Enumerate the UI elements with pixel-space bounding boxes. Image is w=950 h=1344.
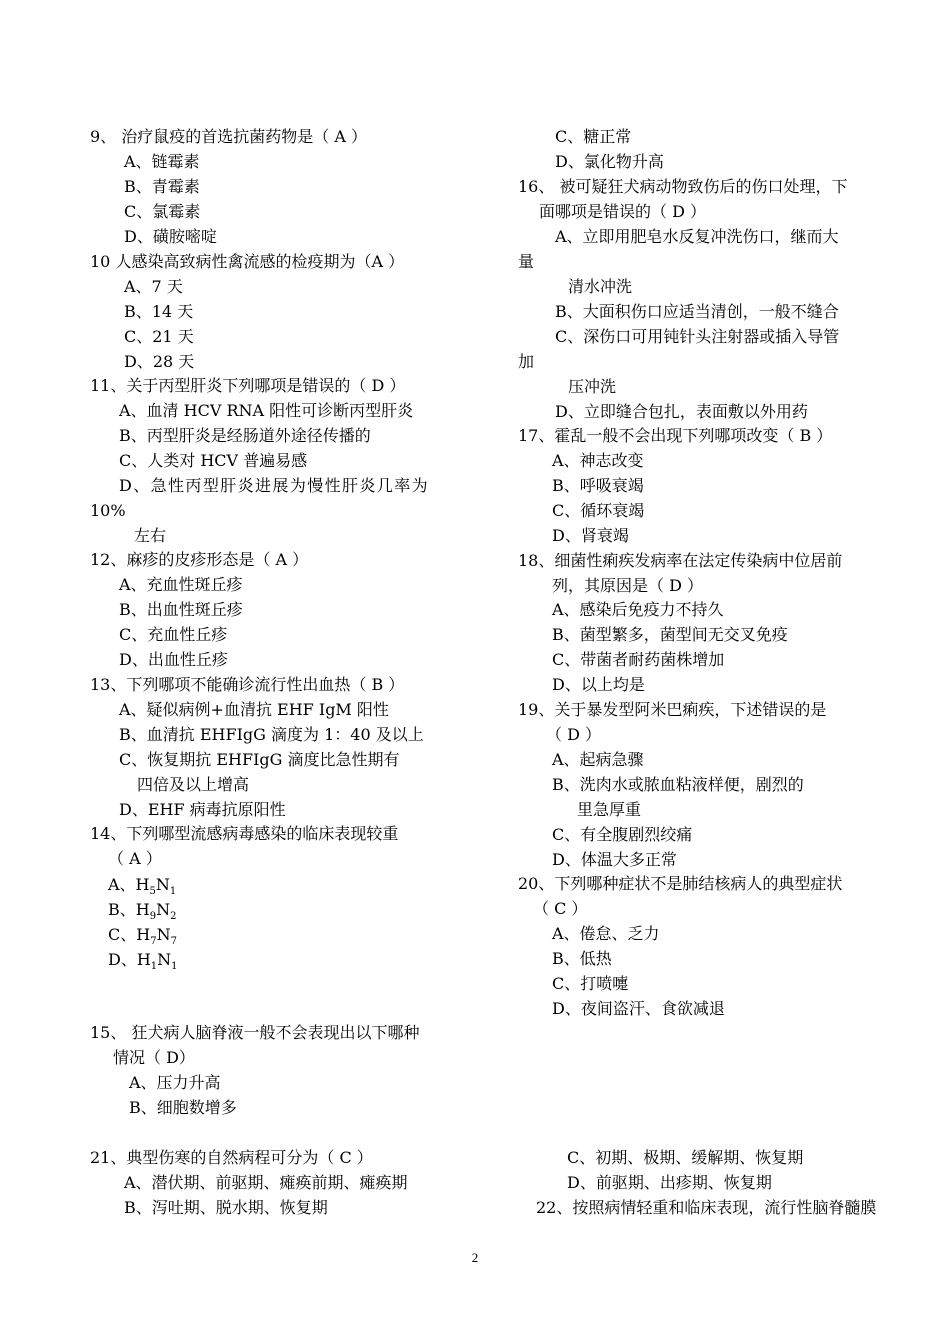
option: C、初期、极期、缓解期、恢复期 [567, 1148, 804, 1167]
option: D、以上均是 [552, 675, 645, 694]
option: C、糖正常 [555, 127, 632, 146]
question-21: 21、典型伤寒的自然病程可分为（ C ） [90, 1148, 373, 1167]
option: D、急性丙型肝炎进展为慢性肝炎几率为 [119, 476, 430, 495]
option: A、倦怠、乏力 [552, 924, 660, 943]
option: D、出血性丘疹 [119, 650, 228, 669]
option: C、人类对 HCV 普遍易感 [119, 451, 308, 470]
option: A、$H_5N_1$ [108, 875, 177, 898]
option: A、压力升高 [129, 1073, 221, 1092]
question-15: 15、 狂犬病人脑脊液一般不会表现出以下哪种 [90, 1023, 420, 1042]
option: C、循环衰竭 [552, 501, 645, 520]
question-16: 16、 被可疑狂犬病动物致伤后的伤口处理，下 [518, 177, 848, 196]
option: C、带菌者耐药菌株增加 [552, 650, 725, 669]
option: A、立即用肥皂水反复冲洗伤口，继而大 [555, 227, 839, 246]
option: B、14 天 [124, 302, 194, 321]
question-11: 11、关于丙型肝炎下列哪项是错误的（ D ） [90, 376, 406, 395]
option: B、洗肉水或脓血粘液样便，剧烈的 [552, 775, 804, 794]
option: B、$H_9N_2$ [108, 900, 177, 923]
option-continuation: 压冲洗 [568, 377, 617, 396]
option: C、21 天 [124, 327, 194, 346]
option: A、链霉素 [124, 152, 200, 171]
option: B、丙型肝炎是经肠道外途径传播的 [119, 426, 371, 445]
option: B、细胞数增多 [129, 1098, 237, 1117]
question-22: 22、按照病情轻重和临床表现，流行性脑脊髓膜 [536, 1198, 877, 1217]
question-14: 14、下列哪型流感病毒感染的临床表现较重 [90, 824, 399, 843]
answer: （ A ） [108, 849, 162, 868]
option: D、磺胺嘧啶 [124, 227, 217, 246]
option: A、神志改变 [552, 451, 644, 470]
question-20: 20、下列哪种症状不是肺结核病人的典型症状 [518, 874, 843, 893]
option: B、泻吐期、脱水期、恢复期 [124, 1198, 328, 1217]
option-continuation: 清水冲洗 [568, 277, 633, 296]
option: A、7 天 [124, 277, 183, 296]
option: B、血清抗 EHFIgG 滴度为 1：40 及以上 [119, 725, 424, 744]
option-continuation: 四倍及以上增高 [137, 775, 250, 794]
option: B、大面积伤口应适当清创，一般不缝合 [555, 302, 839, 321]
question-18: 18、细菌性痢疾发病率在法定传染病中位居前 [518, 551, 843, 570]
option: D、立即缝合包扎，表面敷以外用药 [555, 402, 808, 421]
option: A、血清 HCV RNA 阳性可诊断丙型肝炎 [119, 401, 414, 420]
option: A、感染后免疫力不持久 [552, 600, 724, 619]
option: D、28 天 [124, 352, 195, 371]
option: D、氯化物升高 [555, 152, 664, 171]
question-17: 17、霍乱一般不会出现下列哪项改变（ B ） [518, 426, 833, 445]
option: C、深伤口可用钝针头注射器或插入导管 [555, 327, 840, 346]
question-continuation: 面哪项是错误的（ D ） [539, 202, 707, 221]
page-number: 2 [471, 1250, 479, 1265]
option-continuation: 加 [518, 352, 535, 371]
option: D、$H_1N_1$ [108, 950, 178, 973]
option: B、呼吸衰竭 [552, 476, 644, 495]
option-continuation: 左右 [134, 526, 167, 545]
option: B、低热 [552, 949, 612, 968]
option: A、起病急骤 [552, 750, 644, 769]
option-continuation: 里急厚重 [577, 800, 642, 819]
question-continuation: 列，其原因是（ D ） [552, 576, 704, 595]
question-13: 13、下列哪项不能确诊流行性出血热（ B ） [90, 675, 405, 694]
option-continuation: 10% [90, 501, 126, 520]
option: D、夜间盗汗、食欲减退 [552, 999, 725, 1018]
question-10: 10 人感染高致病性禽流感的检疫期为（A ） [90, 252, 405, 271]
option: C、充血性丘疹 [119, 625, 228, 644]
option: C、氯霉素 [124, 202, 201, 221]
option: C、有全腹剧烈绞痛 [552, 825, 693, 844]
option: B、出血性斑丘疹 [119, 600, 243, 619]
option: D、EHF 病毒抗原阳性 [119, 800, 286, 819]
option: D、肾衰竭 [552, 526, 629, 545]
option: D、前驱期、出疹期、恢复期 [567, 1173, 772, 1192]
option: B、菌型繁多，菌型间无交叉免疫 [552, 625, 788, 644]
option: A、充血性斑丘疹 [119, 575, 243, 594]
option: C、恢复期抗 EHFIgG 滴度比急性期有 [119, 750, 400, 769]
option: A、潜伏期、前驱期、瘫痪前期、瘫痪期 [124, 1173, 408, 1192]
option: A、疑似病例+血清抗 EHF IgM 阳性 [119, 700, 389, 719]
option-continuation: 量 [518, 252, 535, 271]
question-19: 19、关于暴发型阿米巴痢疾，下述错误的是 [518, 700, 827, 719]
option: B、青霉素 [124, 177, 200, 196]
answer: （ D ） [546, 725, 602, 744]
question-continuation: 情况（ D） [113, 1048, 195, 1067]
option: D、体温大多正常 [552, 850, 677, 869]
answer: （ C ） [533, 899, 588, 918]
option: C、$H_7N_7$ [108, 925, 177, 948]
question-9: 9、 治疗鼠疫的首选抗菌药物是（ A ） [90, 127, 367, 146]
option: C、打喷嚏 [552, 974, 629, 993]
question-12: 12、麻疹的皮疹形态是（ A ） [90, 550, 309, 569]
